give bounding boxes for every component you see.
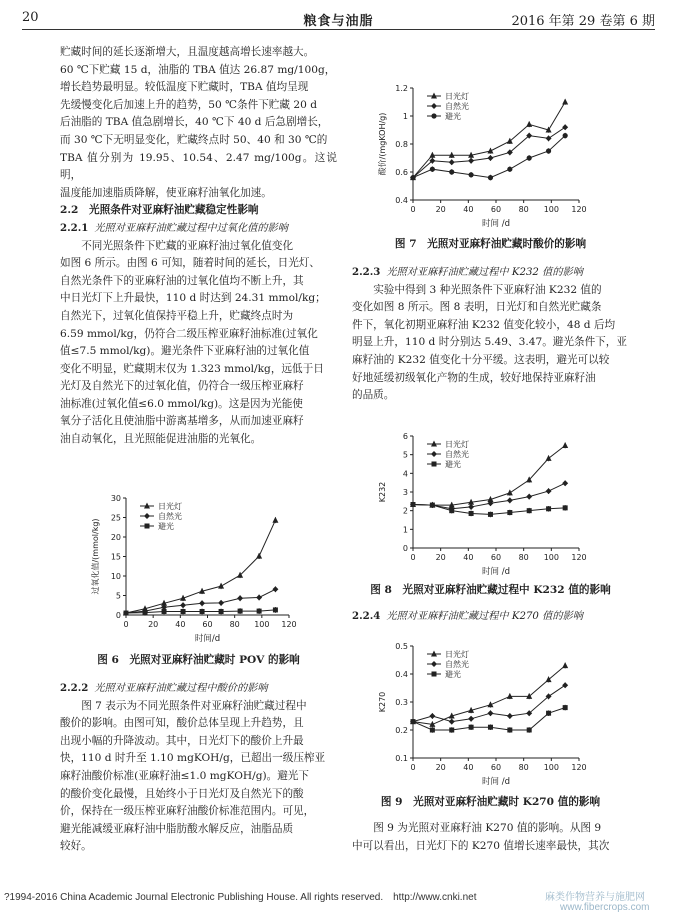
- journal-title: 粮食与油脂: [303, 14, 374, 29]
- text-line: 图 7 表示为不同光照条件对亚麻籽油贮藏过程中: [81, 699, 307, 712]
- text-line: 贮藏时间的延长逐渐增大，且温度越高增长速率越大。: [60, 46, 315, 58]
- data-point-circle: [430, 167, 435, 172]
- text-line: 较好。: [60, 840, 92, 853]
- data-point-diamond: [272, 586, 278, 592]
- data-point-square: [507, 728, 512, 733]
- data-point-square: [527, 728, 532, 733]
- legend-label: 避光: [158, 522, 174, 531]
- text-line: 价，保持在一级压榨亚麻籽油酸价标准范围内。可见，: [60, 805, 315, 818]
- x-tick-label: 100: [543, 763, 559, 772]
- data-point-square: [181, 609, 186, 614]
- legend-label: 自然光: [445, 660, 469, 669]
- data-point-square: [430, 728, 435, 733]
- data-point-triangle: [546, 676, 552, 682]
- data-point-square: [432, 462, 437, 467]
- left-paragraph-3: [60, 680, 337, 856]
- x-axis-label: 时间 /d: [482, 777, 510, 787]
- data-point-triangle: [507, 138, 513, 144]
- data-point-triangle: [562, 99, 568, 105]
- subsection-title: 光照对亚麻籽油贮藏过程中过氧化值的影响: [94, 222, 288, 234]
- data-point-diamond: [237, 595, 243, 601]
- data-point-diamond: [468, 158, 474, 164]
- data-point-square: [488, 512, 493, 517]
- data-point-square: [563, 705, 568, 710]
- legend-label: 日光灯: [158, 502, 182, 511]
- figure-8-chart: [375, 428, 593, 578]
- legend-label: 日光灯: [445, 440, 469, 449]
- data-point-circle: [410, 175, 415, 180]
- data-point-diamond: [562, 480, 568, 486]
- text-line: 变化不明显，贮藏期末仅为 1.323 mmol/kg，远低于日: [60, 362, 324, 375]
- text-line: 而 30 ℃下无明显变化，贮藏终点时 50、40 和 30 ℃的: [60, 133, 328, 146]
- text-line: 麻籽油的 K232 值变化十分平缓。这表明，避光可以较: [352, 353, 610, 366]
- text-line: 自然光下，过氧化值保持平稳上升，贮藏终点时为: [60, 309, 294, 322]
- y-tick-label: 0.4: [395, 670, 408, 679]
- text-line: 油标准(过氧化值≤6.0 mmol/kg)。这是因为光能使: [60, 397, 303, 410]
- text-line: 明显上升，110 d 时分别达 5.49、3.47。避光条件下，亚: [352, 336, 627, 349]
- figure-8-caption: 图 8 光照对亚麻籽油贮藏过程中 K232 值的影响: [370, 584, 611, 596]
- data-point-square: [449, 508, 454, 513]
- watermark-text: 麻类作物营养与施肥网: [545, 892, 645, 903]
- y-tick-label: 0.3: [395, 698, 408, 707]
- data-point-circle: [449, 169, 454, 174]
- data-point-square: [527, 508, 532, 513]
- data-point-triangle: [218, 583, 224, 589]
- subsection-title: 光照对亚麻籽油贮藏过程中 K270 值的影响: [386, 611, 583, 622]
- y-tick-label: 25: [110, 513, 121, 523]
- data-point-diamond: [144, 513, 150, 519]
- data-point-square: [145, 524, 150, 529]
- data-point-square: [546, 506, 551, 511]
- legend-label: 自然光: [445, 450, 469, 459]
- text-line: TBA 值分别为 19.95、10.54、2.47 mg/100g。这说明，: [60, 151, 337, 182]
- y-tick-label: 0.6: [395, 168, 408, 177]
- data-point-triangle: [526, 121, 532, 127]
- y-tick-label: 2: [402, 506, 408, 516]
- y-axis-label: K270: [378, 691, 387, 713]
- right-paragraph-5: [352, 820, 629, 855]
- x-tick-label: 20: [435, 763, 446, 772]
- data-point-circle: [527, 155, 532, 160]
- text-line: 自然光条件下的亚麻籽油的过氧化值均不断上升，其: [60, 274, 304, 287]
- data-point-triangle: [507, 489, 513, 495]
- y-tick-label: 3: [402, 488, 408, 497]
- x-tick-label: 100: [543, 205, 559, 214]
- data-point-triangle: [487, 148, 493, 154]
- data-point-triangle: [562, 662, 568, 668]
- plot-group: [377, 84, 587, 229]
- subsection-heading: [352, 608, 629, 626]
- y-tick-label: 1.2: [395, 84, 408, 93]
- plot-group: [378, 432, 587, 577]
- subsection-heading: [60, 220, 337, 238]
- data-point-square: [488, 725, 493, 730]
- data-point-square: [273, 607, 278, 612]
- legend-label: 避光: [445, 460, 461, 469]
- text-line: 酸价的影响。由图可知，酸价总体呈现上升趋势，且: [60, 717, 304, 730]
- figure-7-chart: [375, 80, 593, 230]
- data-point-diamond: [562, 682, 568, 688]
- data-point-diamond: [526, 494, 532, 500]
- data-point-circle: [431, 113, 436, 118]
- data-point-square: [469, 511, 474, 516]
- subsection-number: 2.2.1: [60, 221, 89, 234]
- x-tick-label: 100: [254, 620, 270, 629]
- x-tick-label: 20: [435, 553, 446, 562]
- data-point-circle: [488, 175, 493, 180]
- x-tick-label: 60: [490, 205, 502, 214]
- y-tick-label: 0: [115, 611, 121, 620]
- data-point-diamond: [507, 497, 513, 503]
- figure-6-chart: [88, 490, 303, 645]
- y-tick-label: 0.1: [395, 754, 408, 763]
- subsection-heading: [352, 264, 629, 282]
- data-point-square: [449, 728, 454, 733]
- figure-6-caption: 图 6 光照对亚麻籽油贮藏时 POV 的影响: [97, 654, 300, 666]
- series-line: [413, 685, 565, 721]
- section-title: 光照条件对亚麻籽油贮藏稳定性影响: [89, 204, 259, 217]
- series-line: [126, 520, 275, 613]
- text-line: 60 ℃下贮藏 15 d，油脂的 TBA 值达 26.87 mg/100g，: [60, 63, 336, 76]
- right-paragraph-4: [352, 264, 629, 405]
- text-line: 油自动氧化，且光照能促进油脂的光氧化。: [60, 433, 262, 446]
- data-point-diamond: [487, 155, 493, 161]
- y-tick-label: 0.5: [395, 642, 408, 651]
- data-point-diamond: [468, 504, 474, 510]
- x-tick-label: 60: [490, 553, 502, 562]
- text-line: 6.59 mmol/kg，仍符合二级压榨亚麻籽油标准(过氧化: [60, 327, 318, 340]
- page-number: 20: [22, 10, 39, 25]
- y-tick-label: 1: [402, 112, 408, 121]
- data-point-square: [143, 610, 148, 615]
- x-axis-label: 时间 /d: [482, 219, 510, 229]
- y-tick-label: 0.4: [395, 196, 408, 205]
- data-point-circle: [469, 172, 474, 177]
- right-heading-224: [352, 608, 629, 626]
- y-axis-label: 酸价/(mgKOH/g): [378, 112, 387, 176]
- data-point-square: [546, 711, 551, 716]
- data-point-diamond: [449, 719, 455, 725]
- text-line: 温度能加速脂质降解，使亚麻籽油氧化加速。: [60, 186, 272, 199]
- x-tick-label: 0: [410, 205, 416, 214]
- text-line: 中日光灯下上升最快，110 d 时达到 24.31 mmol/kg；: [60, 292, 326, 305]
- data-point-diamond: [429, 713, 435, 719]
- data-point-diamond: [468, 716, 474, 722]
- text-line: 好地延缓初级氧化产物的生成，较好地保持亚麻籽油: [352, 371, 596, 384]
- y-tick-label: 1: [402, 525, 408, 535]
- data-point-square: [432, 672, 437, 677]
- data-point-square: [430, 503, 435, 508]
- text-line: 麻籽油酸价标准(亚麻籽油≤1.0 mgKOH/g)。避光下: [60, 769, 309, 782]
- text-line: 先缓慢变化后加速上升的趋势，50 ℃条件下贮藏 20 d: [60, 98, 317, 111]
- y-tick-label: 0: [402, 544, 408, 553]
- text-line: 值≤7.5 mmol/kg)。避光条件下亚麻籽油的过氧化值: [60, 345, 310, 358]
- text-line: 不同光照条件下贮藏的亚麻籽油过氧化值变化: [81, 239, 294, 252]
- data-point-triangle: [256, 553, 262, 559]
- text-line: 的酸价变化最慢，且始终小于日光灯及自然光下的酸: [60, 787, 304, 800]
- issue-info: 2016 年第 29 卷第 6 期: [511, 14, 655, 29]
- x-tick-label: 20: [435, 205, 446, 214]
- x-tick-label: 120: [571, 205, 587, 214]
- legend-label: 自然光: [158, 512, 182, 521]
- plot-group: [90, 494, 297, 644]
- text-line: 中可以看出，日光灯下的 K270 值增长速率最快，其次: [352, 839, 610, 852]
- x-tick-label: 80: [518, 205, 529, 214]
- data-point-square: [238, 609, 243, 614]
- data-point-square: [124, 611, 129, 616]
- text-line: 光灯及自然光下的过氧化值，仍符合一级压榨亚麻籽: [60, 380, 304, 393]
- legend-label: 日光灯: [445, 650, 469, 659]
- data-point-diamond: [449, 159, 455, 165]
- data-point-circle: [563, 133, 568, 138]
- data-point-diamond: [180, 602, 186, 608]
- y-tick-label: 0.8: [395, 140, 408, 149]
- text-line: 出现小幅的升降波动。其中，日光灯下的酸价上升最: [60, 734, 304, 747]
- x-tick-label: 80: [518, 763, 529, 772]
- text-line: 变化如图 8 所示。图 8 表明，日光灯和自然光贮藏条: [352, 301, 602, 314]
- copyright-line: ?1994-2016 China Academic Journal Electronic Publishing House. All rights reserved. http://www.cnki.net: [4, 892, 477, 903]
- data-point-square: [257, 609, 262, 614]
- section-heading: [60, 202, 337, 220]
- x-tick-label: 80: [229, 620, 240, 629]
- figure-7-caption: 图 7 光照对亚麻籽油贮藏时酸价的影响: [394, 238, 587, 250]
- data-point-diamond: [256, 594, 262, 600]
- data-point-diamond: [431, 661, 437, 667]
- subsection-number: 2.2.3: [352, 266, 381, 278]
- figure-9-caption: 图 9 光照对亚麻籽油贮藏时 K270 值的影响: [380, 796, 601, 808]
- y-tick-label: 15: [110, 552, 121, 562]
- y-tick-label: 30: [110, 494, 121, 503]
- data-point-triangle: [546, 455, 552, 461]
- x-tick-label: 40: [463, 205, 474, 214]
- text-line: 件下，氧化初期亚麻籽油 K232 值变化较小，48 d 后均: [352, 318, 616, 331]
- x-tick-label: 0: [123, 620, 129, 629]
- subsection-title: 光照对亚麻籽油贮藏过程中酸价的影响: [94, 683, 268, 694]
- data-point-diamond: [507, 713, 513, 719]
- data-point-square: [219, 609, 224, 614]
- y-tick-label: 20: [110, 533, 121, 542]
- text-line: 图 9 为光照对亚麻籽油 K270 值的影响。从图 9: [373, 822, 602, 834]
- y-tick-label: 10: [110, 572, 121, 581]
- data-point-square: [162, 609, 167, 614]
- text-line: 如图 6 所示。由图 6 可知，随着时间的延长，日光灯、: [60, 257, 321, 270]
- data-point-square: [411, 719, 416, 724]
- section-number: 2.2: [60, 204, 79, 217]
- data-point-square: [507, 510, 512, 515]
- subsection-number: 2.2.2: [60, 682, 89, 694]
- text-line: 增长趋势最明显。较低温度下贮藏时，TBA 值均呈现: [60, 81, 309, 94]
- data-point-diamond: [487, 710, 493, 716]
- legend-label: 日光灯: [445, 92, 469, 101]
- data-point-square: [563, 505, 568, 510]
- subsection-title: 光照对亚麻籽油贮藏过程中 K232 值的影响: [386, 267, 583, 278]
- subsection-number: 2.2.4: [352, 610, 381, 622]
- series-line: [413, 102, 565, 178]
- text-line: 氧分子活化且使油脂中游离基增多，从而加速亚麻籽: [60, 415, 304, 428]
- x-tick-label: 20: [148, 620, 159, 629]
- data-point-triangle: [272, 517, 278, 523]
- x-tick-label: 0: [410, 553, 416, 562]
- data-point-square: [469, 725, 474, 730]
- data-point-circle: [507, 167, 512, 172]
- x-axis-label: 时间/d: [194, 634, 221, 644]
- text-line: 的品质。: [352, 389, 395, 402]
- text-line: 实验中得到 3 种光照条件下亚麻籽油 K232 值的: [373, 283, 602, 296]
- data-point-circle: [546, 148, 551, 153]
- x-tick-label: 80: [518, 553, 529, 562]
- x-tick-label: 60: [202, 620, 213, 629]
- data-point-diamond: [431, 103, 437, 109]
- x-axis-label: 时间 /d: [482, 567, 510, 577]
- y-tick-label: 0.2: [395, 726, 408, 735]
- y-axis-label: 过氧化值/(mmol/kg): [91, 518, 100, 595]
- text-line: 快，110 d 时升至 1.10 mgKOH/g，已超出一级压榨亚: [60, 752, 326, 765]
- data-point-triangle: [562, 442, 568, 448]
- x-tick-label: 40: [463, 553, 474, 562]
- data-point-square: [411, 502, 416, 507]
- x-tick-label: 120: [571, 553, 587, 562]
- y-tick-label: 5: [402, 450, 408, 460]
- data-point-diamond: [562, 124, 568, 130]
- x-tick-label: 40: [175, 620, 186, 629]
- data-point-diamond: [199, 600, 205, 606]
- data-point-diamond: [218, 600, 224, 606]
- figure-9-chart: [375, 638, 593, 788]
- x-tick-label: 120: [571, 763, 587, 772]
- x-tick-label: 0: [410, 763, 416, 772]
- data-point-square: [200, 609, 205, 614]
- subsection-heading: [60, 680, 337, 698]
- x-tick-label: 100: [543, 553, 559, 562]
- running-header: [22, 8, 655, 30]
- y-tick-label: 4: [402, 469, 408, 479]
- legend-label: 避光: [445, 670, 461, 679]
- data-point-diamond: [546, 135, 552, 141]
- text-line: 避光能减缓亚麻籽油中脂肪酸水解反应，油脂品质: [60, 822, 294, 835]
- legend-label: 避光: [445, 112, 461, 121]
- left-paragraph-1: [60, 44, 337, 449]
- data-point-diamond: [431, 451, 437, 457]
- watermark-url: www.fibercrops.com: [560, 902, 650, 913]
- x-tick-label: 40: [463, 763, 474, 772]
- y-tick-label: 6: [402, 432, 408, 441]
- y-axis-label: K232: [378, 481, 387, 503]
- y-tick-label: 5: [115, 591, 121, 601]
- text-line: 后油脂的 TBA 值急剧增长，40 ℃下 40 d 后急剧增长，: [60, 116, 329, 129]
- legend-label: 自然光: [445, 102, 469, 111]
- x-tick-label: 120: [281, 620, 297, 629]
- data-point-diamond: [546, 488, 552, 494]
- plot-group: [378, 642, 587, 787]
- x-tick-label: 60: [490, 763, 502, 772]
